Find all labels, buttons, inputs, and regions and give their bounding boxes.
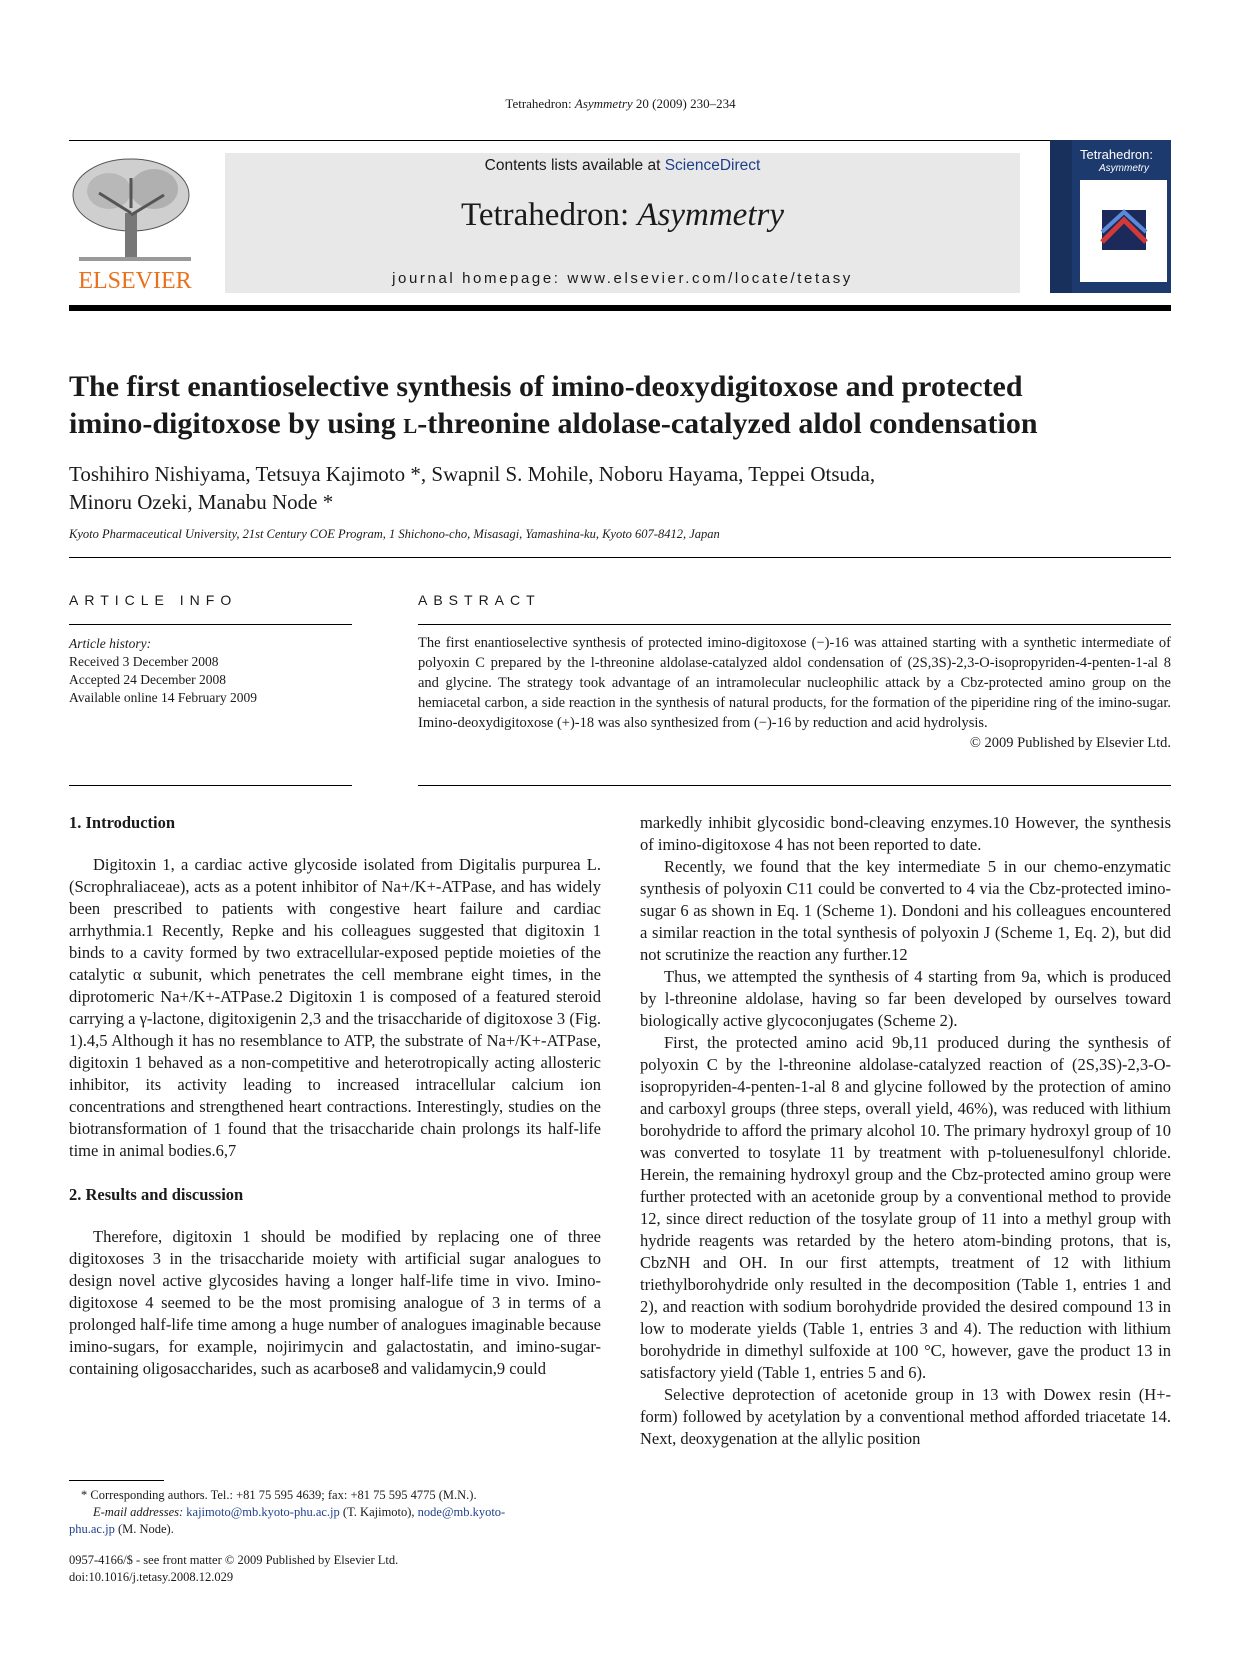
journal-title: Tetrahedron: Asymmetry (461, 197, 784, 233)
intro-paragraph: Digitoxin 1, a cardiac active glycoside isolated from Digitalis purpurea L. (Scrophraliaceae), acts as a potent inhibitor of Na+/K+-ATPase, and has widely been prescribed to patients with congestive heart failure and cardiac arrhythmia.1 Recently, Repke and his colleagues suggested that digitoxin 1 binds to a cavity formed by two extracellular-exposed peptide moieties of the catalytic α subunit, which penetrates the cell membrane eight times, in the diprotomeric Na+/K+-ATPase.2 Digitoxin 1 is composed of a featured steroid carrying a γ-lactone, digitoxigenin 2,3 and the trisaccharide of digitoxose 3 (Fig. 1).4,5 Although it has no resemblance to ATP, the substrate of Na+/K+-ATPase, digitoxin 1 behaved as a non-competitive and heterotropically acting allosteric inhibitor, its activity leading to increased intracellular calcium ion concentrations and strengthened heart contractions. Interestingly, studies on the biotransformation of 1 found that the trisaccharide chain prolongs its half-life time in animal bodies.6,7 (69, 855, 601, 1160)
right-paragraph: Recently, we found that the key intermediate 5 in our chemo-enzymatic synthesis of polyoxin C11 could be converted to 4 via the Cbz-protected imino-sugar 6 as shown in Eq. 1 (Scheme 1). Dondoni and his colleagues encountered a similar reaction in the total synthesis of polyoxin J (Scheme 1, Eq. 2), but did not scrutinize the reaction any further.12 (640, 857, 1171, 964)
cover-image-band (1080, 180, 1167, 282)
publisher-name: ELSEVIER (78, 268, 192, 293)
right-paragraph: Selective deprotection of acetonide group in 13 with Dowex resin (H+-form) followed by acetylation by a conventional method afforded triacetate 14. Next, deoxygenation at the allylic position (640, 1385, 1171, 1448)
cover-title: Tetrahedron: Asymmetry (1080, 147, 1153, 174)
email-link-kajimoto[interactable]: kajimoto@mb.kyoto-phu.ac.jp (186, 1505, 340, 1519)
email-addresses: E-mail addresses: kajimoto@mb.kyoto-phu.ac.jp (T. Kajimoto), node@mb.kyoto- (93, 1505, 506, 1519)
abstract-rule (418, 624, 1171, 625)
right-paragraph: First, the protected amino acid 9b,11 produced during the synthesis of polyoxin C by the l-threonine aldolase-catalyzed reaction of (2S,3S)-2,3-O-isopropyriden-4-penten-1-al 8 and glycine followed by the protection of amino and carboxyl groups (three steps, overall yield, 46%), was reduced with lithium borohydride to afford the primary alcohol 10. The primary hydroxyl group of 10 was converted to tosylate 11 by treatment with p-toluenesulfonyl chloride. Herein, the remaining hydroxyl group and the Cbz-protected amino group were further protected with an acetonide group by a conventional method to provide 12, since direct reduction of the tosylate group of 11 into a methyl group with hydride reagents was retarded by the hetero atom-binding protons, that is, CbzNH and OH. In our first attempts, treatment of 12 with lithium triethylborohydride only resulted in the decomposition (Table 1, entries 1 and 2), and reaction with sodium borohydride provided the desired compound 13 in low to moderate yields (Table 1, entries 3 and 4). The reduction with lithium borohydride in dimethyl sulfoxide at 100 °C, however, gave the product 13 in satisfactory yield (Table 1, entries 5 and 6). (640, 1033, 1171, 1382)
right-paragraph: markedly inhibit glycosidic bond-cleaving enzymes.10 However, the synthesis of imino-digitoxose 4 has not been reported to date. (640, 813, 1171, 854)
issn-line: 0957-4166/$ - see front matter © 2009 Published by Elsevier Ltd. (69, 1553, 399, 1567)
elsevier-tree-icon (69, 153, 201, 293)
right-paragraph: Thus, we attempted the synthesis of 4 starting from 9a, which is produced by l-threonine aldolase, having so far been developed by ourselves toward biologically active glycoconjugates (Scheme 2). (640, 967, 1171, 1030)
author-list: Toshihiro Nishiyama, Tetsuya Kajimoto *, Swapnil S. Mohile, Noboru Hayama, Teppei Otsuda, Minoru Ozeki, Manabu Node * (69, 462, 876, 514)
email-link-node-cont[interactable]: phu.ac.jp (69, 1522, 115, 1536)
cover-spine (1050, 140, 1072, 293)
article-info-heading: ARTICLE INFO (69, 592, 238, 608)
doi-line[interactable]: doi:10.1016/j.tetasy.2008.12.029 (69, 1570, 234, 1584)
article-title: The first enantioselective synthesis of imino-deoxydigitoxose and protected imino-digitoxose by using l-threonine aldolase-catalyzed aldol condensation (69, 370, 1038, 440)
abstract-copyright: © 2009 Published by Elsevier Ltd. (969, 735, 1171, 751)
abstract-heading: ABSTRACT (418, 592, 541, 608)
affiliation: Kyoto Pharmaceutical University, 21st Century COE Program, 1 Shichono-cho, Misasagi, Yamashina-ku, Kyoto 607-8412, Japan (69, 527, 720, 541)
email-link-node[interactable]: node@mb.kyoto- (417, 1505, 506, 1519)
section-1-heading: 1. Introduction (69, 813, 176, 832)
article-info-rule (69, 624, 352, 625)
abstract-bottom-rule (418, 785, 1171, 786)
section-2-heading: 2. Results and discussion (69, 1185, 244, 1204)
journal-banner (225, 153, 1020, 293)
footnote-rule (69, 1480, 164, 1481)
article-history: Article history: Received 3 December 2008 Accepted 24 December 2008 Available online 14 February 2009 (69, 636, 257, 705)
right-column (640, 812, 1171, 1450)
footnotes: * Corresponding authors. Tel.: +81 75 595 4639; fax: +81 75 595 4775 (M.N.). E-mail addresses: kajimoto@mb.kyoto-phu.ac.jp (T. Kajimoto), node@mb.kyoto- phu.ac.jp (M. Node). 0957-4166/$ - see front matter © 2009 Published by Elsevier Ltd. doi:10.1016/j.tetasy.2008.12.029 (69, 1487, 601, 1586)
left-column (69, 812, 601, 1380)
header-rule (69, 140, 1171, 141)
journal-citation: Tetrahedron: Asymmetry 20 (2009) 230–234 (505, 96, 736, 111)
results-paragraph: Therefore, digitoxin 1 should be modified by replacing one of three digitoxoses 3 in the trisaccharide moiety with artificial sugar analogues to design novel active glycosides having a longer half-life time in vivo. Imino-digitoxose 4 seemed to be the most promising analogue of 3 in terms of a prolonged half-life time among a huge number of analogues imaginable because imino-sugars, for example, nojirimycin and galactostatin, and imino-sugar-containing oligosaccharides, such as acarbose8 and validamycin,9 could (69, 1227, 601, 1378)
header-thick-rule (69, 305, 1171, 311)
abstract-text: The first enantioselective synthesis of protected imino-digitoxose (−)-16 was attained starting with a synthetic intermediate of polyoxin C prepared by the l-threonine aldolase-catalyzed aldol condensation of (2S,3S)-2,3-O-isopropyriden-4-penten-1-al 8 and glycine. The strategy took advantage of an intramolecular nucleophilic attack by a Cbz-protected amino group on the hemiacetal carbon, a side reaction in the synthesis of natural products, for the formation of the piperidine ring of the imino-sugar. Imino-deoxydigitoxose (+)-18 was also synthesized from (−)-16 by reduction and acid hydrolysis. © 2009 Published by Elsevier Ltd. (418, 635, 1171, 751)
journal-cover (1050, 140, 1171, 293)
sciencedirect-link[interactable]: ScienceDirect (664, 157, 761, 174)
elsevier-logo (69, 153, 201, 293)
affiliation-rule (69, 557, 1171, 558)
article-info-bottom-rule (69, 785, 352, 786)
journal-homepage[interactable]: journal homepage: www.elsevier.com/locate/tetasy (392, 270, 853, 287)
contents-line: Contents lists available at ScienceDirect (484, 157, 761, 174)
corresponding-author-note: * Corresponding authors. Tel.: +81 75 595 4639; fax: +81 75 595 4775 (M.N.). (81, 1488, 477, 1502)
